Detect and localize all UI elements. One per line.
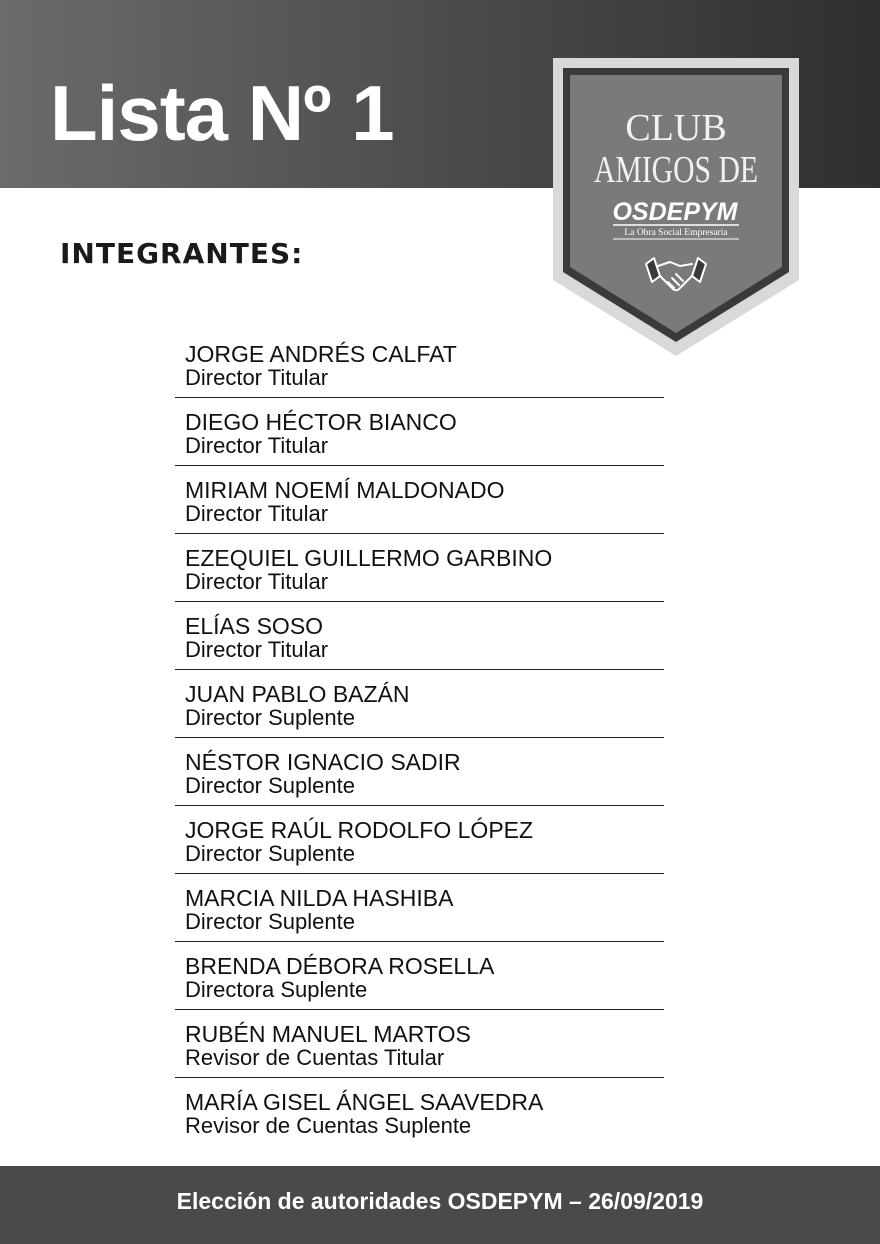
- member-role: Director Suplente: [185, 841, 355, 866]
- club-badge-logo: [553, 58, 799, 356]
- list-item: [175, 466, 664, 534]
- member-role: Director Titular: [185, 501, 329, 526]
- election-footer-text: Elección de autoridades OSDEPYM – 26/09/2019: [176, 1188, 704, 1214]
- member-name: EZEQUIEL GUILLERMO GARBINO: [185, 545, 553, 571]
- list-item: [175, 670, 664, 738]
- member-name: NÉSTOR IGNACIO SADIR: [185, 749, 461, 775]
- member-name: JUAN PABLO BAZÁN: [185, 681, 410, 707]
- page-title: Lista Nº 1: [50, 69, 394, 157]
- badge-line-club: CLUB: [625, 107, 727, 149]
- member-role: Director Titular: [185, 433, 329, 458]
- list-item: [175, 602, 664, 670]
- member-role: Revisor de Cuentas Titular: [185, 1045, 445, 1070]
- member-role: Director Titular: [185, 365, 329, 390]
- member-role: Revisor de Cuentas Suplente: [185, 1113, 472, 1138]
- section-heading-integrantes: INTEGRANTES:: [60, 237, 304, 270]
- list-item: [175, 398, 664, 466]
- badge-tagline: La Obra Social Empresaria: [624, 228, 728, 238]
- list-item: [175, 874, 664, 942]
- list-item: [175, 534, 664, 602]
- list-item: [175, 1078, 664, 1146]
- member-name: MARCIA NILDA HASHIBA: [185, 885, 454, 911]
- list-item: [175, 330, 664, 398]
- member-role: Director Titular: [185, 637, 329, 662]
- member-role: Directora Suplente: [185, 977, 368, 1002]
- member-name: DIEGO HÉCTOR BIANCO: [185, 409, 457, 435]
- list-item: [175, 942, 664, 1010]
- member-role: Director Suplente: [185, 909, 355, 934]
- member-name: ELÍAS SOSO: [185, 613, 324, 639]
- member-name: JORGE RAÚL RODOLFO LÓPEZ: [185, 817, 534, 843]
- list-item: [175, 1010, 664, 1078]
- member-role: Director Suplente: [185, 705, 355, 730]
- list-item: [175, 806, 664, 874]
- member-name: JORGE ANDRÉS CALFAT: [185, 341, 457, 367]
- badge-brand: OSDEPYM: [612, 198, 738, 226]
- member-name: MARÍA GISEL ÁNGEL SAAVEDRA: [185, 1089, 544, 1115]
- member-name: MIRIAM NOEMÍ MALDONADO: [185, 477, 505, 503]
- member-name: BRENDA DÉBORA ROSELLA: [185, 953, 495, 979]
- member-role: Director Titular: [185, 569, 329, 594]
- member-name: RUBÉN MANUEL MARTOS: [185, 1021, 471, 1047]
- members-list: [175, 330, 664, 1146]
- badge-line-amigos: AMIGOS DE: [594, 149, 758, 191]
- list-item: [175, 738, 664, 806]
- footer-banner: [0, 1166, 880, 1244]
- member-role: Director Suplente: [185, 773, 355, 798]
